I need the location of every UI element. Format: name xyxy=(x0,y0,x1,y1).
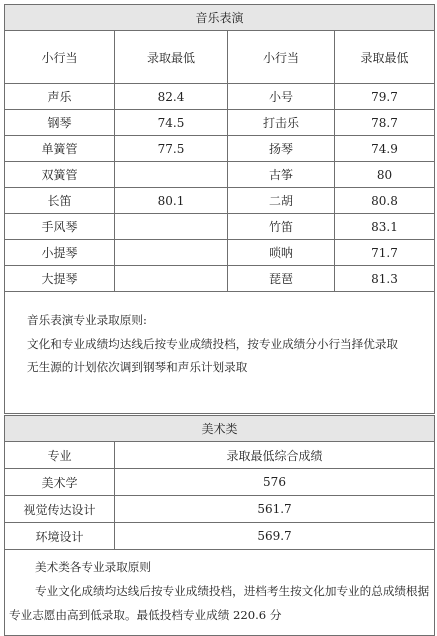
music-header-row xyxy=(5,31,435,84)
instrument-cell: 小号 xyxy=(228,84,335,110)
column-header: 录取最低综合成绩 xyxy=(115,442,435,469)
table-row xyxy=(5,84,435,110)
table-row xyxy=(5,110,435,136)
instrument-cell: 钢琴 xyxy=(5,110,115,136)
instrument-cell: 古筝 xyxy=(228,162,335,188)
table-row xyxy=(5,162,435,188)
notes-line: 专业文化成绩均达线后按专业成绩投档，进档考生按文化加专业的总成绩根据 xyxy=(35,584,430,598)
table-row xyxy=(5,469,435,496)
score-cell: 78.7 xyxy=(335,110,435,136)
score-cell: 83.1 xyxy=(335,214,435,240)
notes-heading: 音乐表演专业录取原则: xyxy=(27,313,147,327)
score-cell: 576 xyxy=(115,469,435,496)
instrument-cell: 大提琴 xyxy=(5,266,115,292)
score-cell xyxy=(115,214,228,240)
instrument-cell: 双簧管 xyxy=(5,162,115,188)
score-cell: 77.5 xyxy=(115,136,228,162)
instrument-cell: 小提琴 xyxy=(5,240,115,266)
major-cell: 视觉传达设计 xyxy=(5,496,115,523)
notes-line: 文化和专业成绩均达线后按专业成绩投档，按专业成绩分小行当择优录取 xyxy=(27,336,399,351)
notes-line: 无生源的计划依次调到钢琴和声乐计划录取 xyxy=(27,360,248,374)
music-performance-table xyxy=(4,4,435,414)
instrument-cell: 二胡 xyxy=(228,188,335,214)
score-cell xyxy=(115,240,228,266)
notes-heading: 美术类各专业录取原则 xyxy=(35,560,151,574)
score-cell: 81.3 xyxy=(335,266,435,292)
instrument-cell: 琵琶 xyxy=(228,266,335,292)
instrument-cell: 单簧管 xyxy=(5,136,115,162)
column-header: 录取最低 xyxy=(115,31,228,84)
instrument-cell: 扬琴 xyxy=(228,136,335,162)
instrument-cell: 手风琴 xyxy=(5,214,115,240)
column-header: 小行当 xyxy=(5,31,115,84)
table-row xyxy=(5,214,435,240)
column-header: 录取最低 xyxy=(335,31,435,84)
art-admission-notes xyxy=(5,550,435,636)
instrument-cell: 声乐 xyxy=(5,84,115,110)
score-cell: 80 xyxy=(335,162,435,188)
score-cell: 80.1 xyxy=(115,188,228,214)
instrument-cell: 长笛 xyxy=(5,188,115,214)
major-cell: 环境设计 xyxy=(5,523,115,550)
score-cell: 561.7 xyxy=(115,496,435,523)
score-cell xyxy=(115,162,228,188)
score-cell xyxy=(115,266,228,292)
notes-line: 专业志愿由高到低录取。最低投档专业成绩 220.6 分 xyxy=(9,608,282,622)
art-header-row xyxy=(5,442,435,469)
column-header: 小行当 xyxy=(228,31,335,84)
score-cell: 82.4 xyxy=(115,84,228,110)
table-row xyxy=(5,523,435,550)
art-table-title: 美术类 xyxy=(5,416,435,442)
instrument-cell: 唢呐 xyxy=(228,240,335,266)
music-admission-notes xyxy=(5,292,435,414)
music-table-title: 音乐表演 xyxy=(5,5,435,31)
column-header: 专业 xyxy=(5,442,115,469)
score-cell: 71.7 xyxy=(335,240,435,266)
table-row xyxy=(5,136,435,162)
score-cell: 74.5 xyxy=(115,110,228,136)
score-cell: 80.8 xyxy=(335,188,435,214)
table-row xyxy=(5,496,435,523)
score-cell: 569.7 xyxy=(115,523,435,550)
major-cell: 美术学 xyxy=(5,469,115,496)
score-cell: 79.7 xyxy=(335,84,435,110)
table-row xyxy=(5,266,435,292)
fine-arts-table xyxy=(4,415,435,636)
instrument-cell: 打击乐 xyxy=(228,110,335,136)
table-row xyxy=(5,188,435,214)
score-cell: 74.9 xyxy=(335,136,435,162)
instrument-cell: 竹笛 xyxy=(228,214,335,240)
table-row xyxy=(5,240,435,266)
